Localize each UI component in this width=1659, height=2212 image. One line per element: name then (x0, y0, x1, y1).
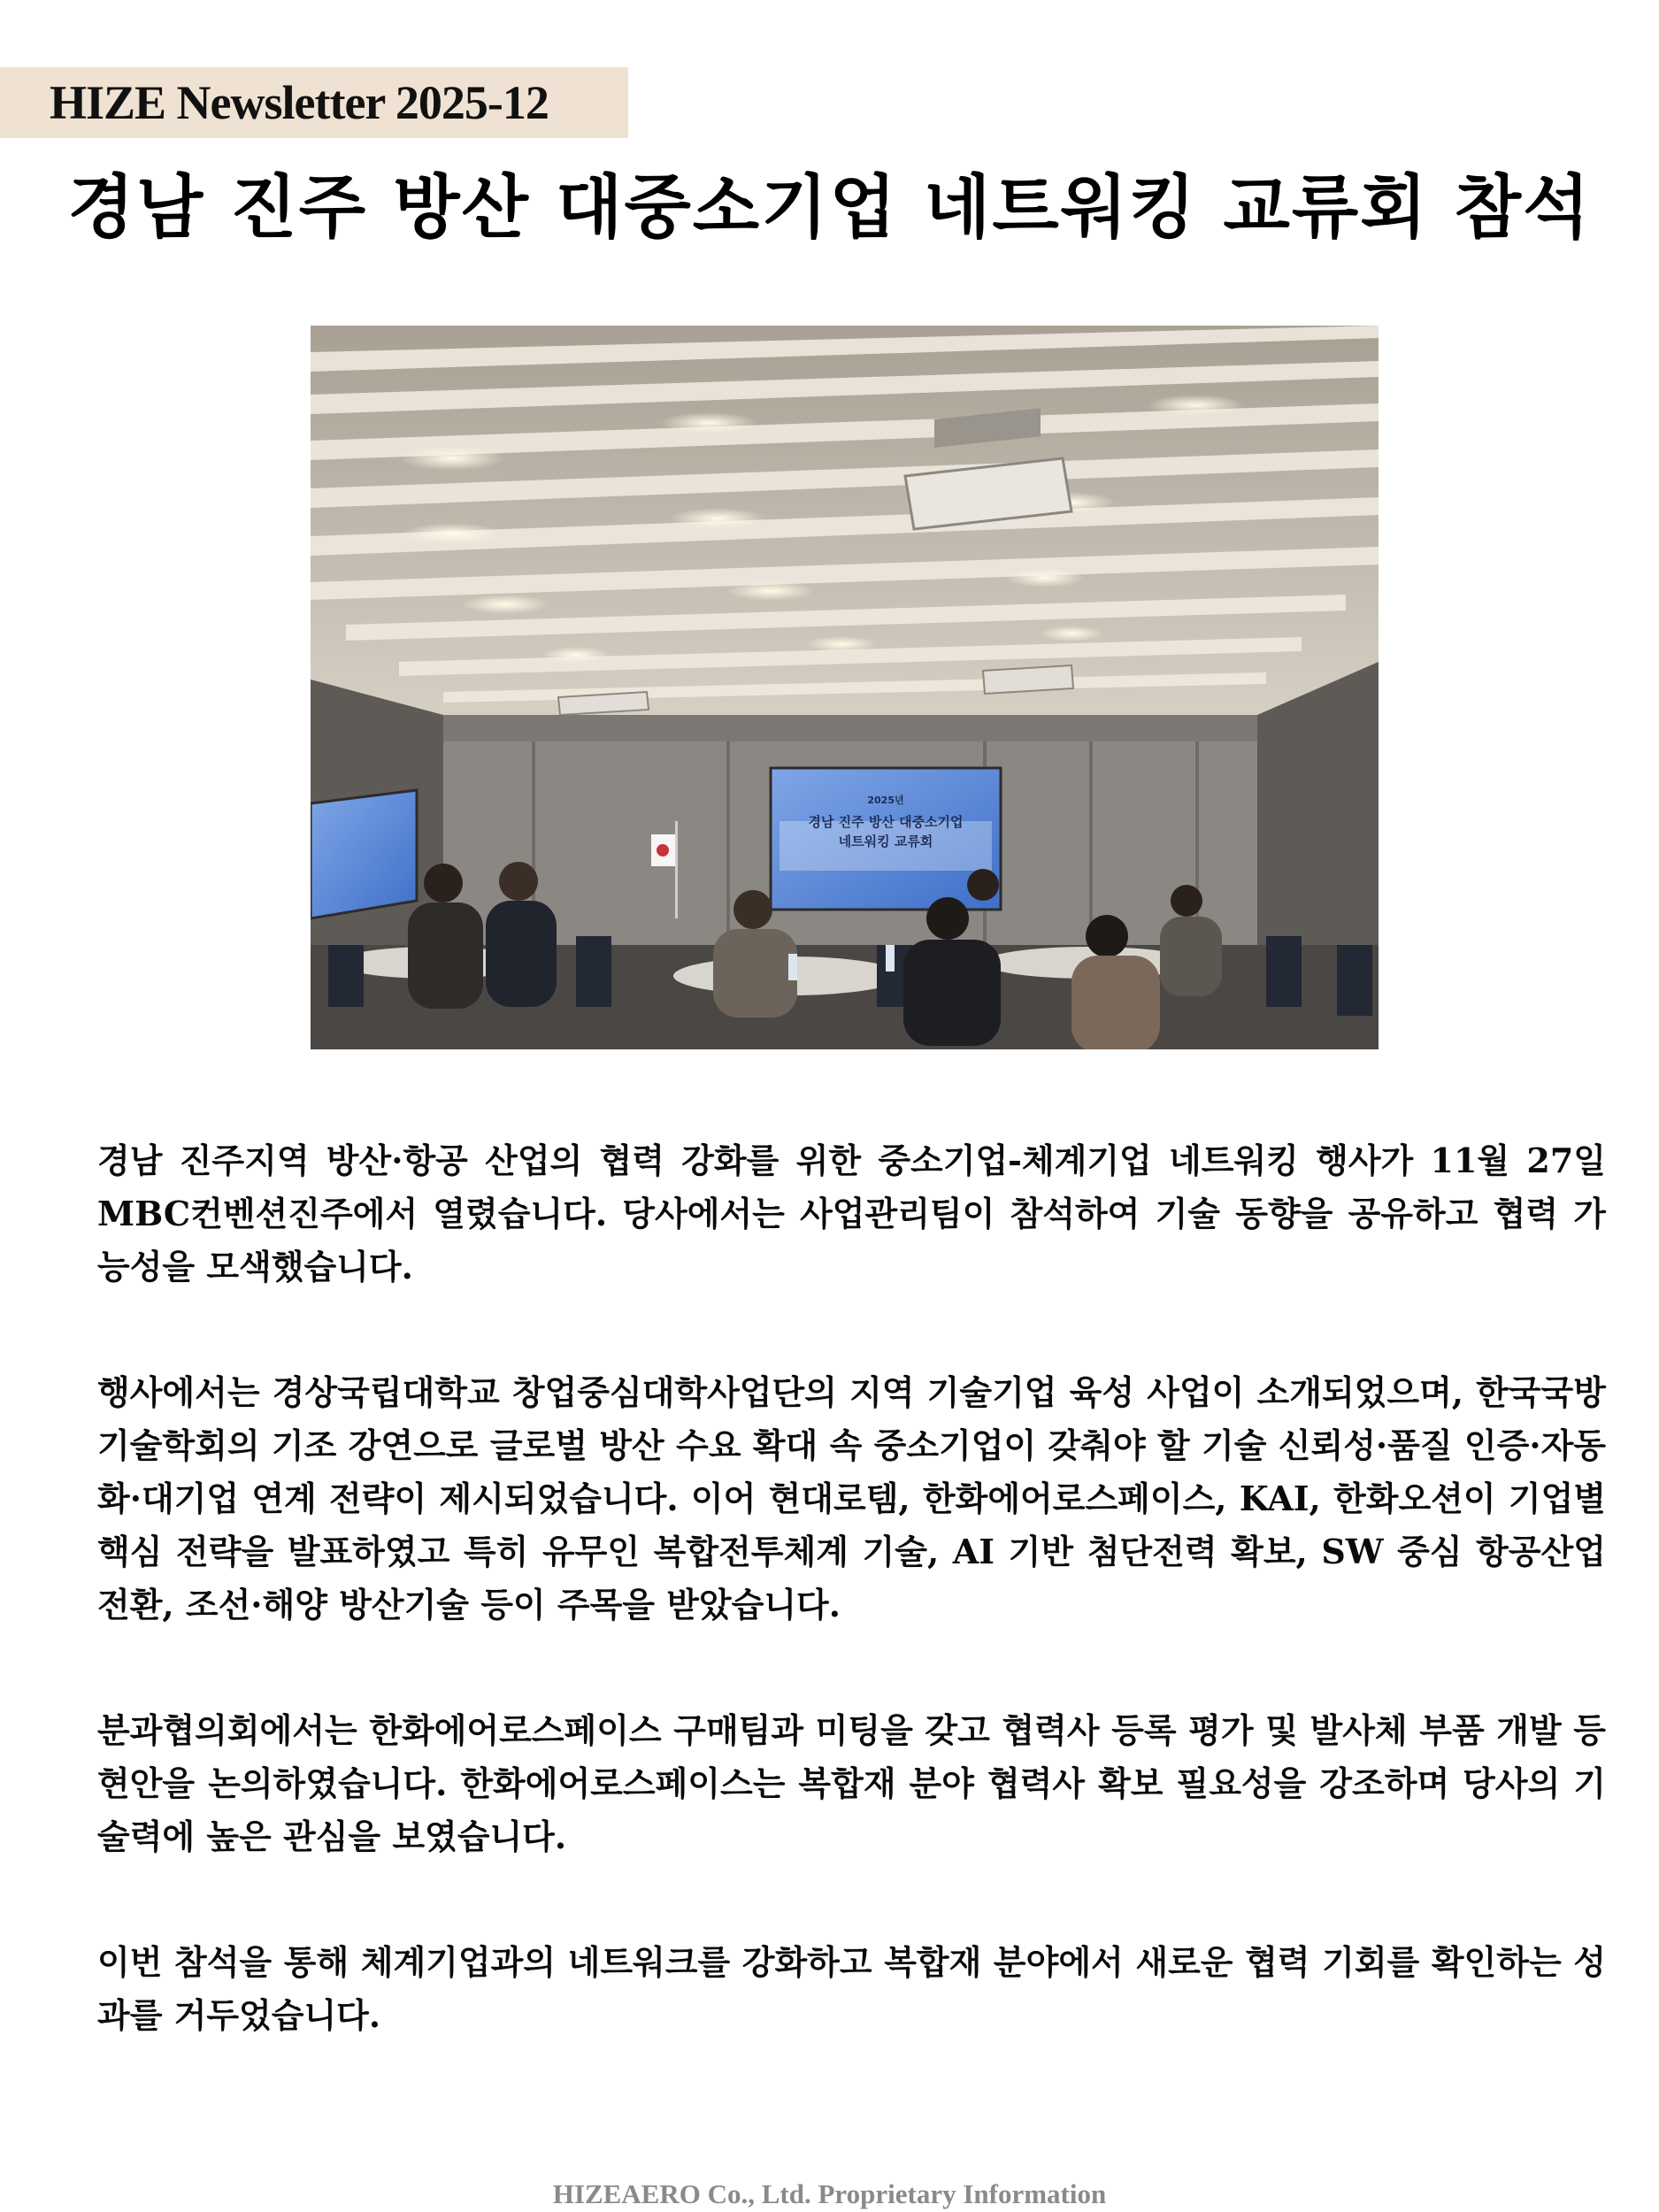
article-paragraph: 행사에서는 경상국립대학교 창업중심대학사업단의 지역 기술기업 육성 사업이 소개되었으며, 한국국방기술학회의 기조 강연으로 글로벌 방산 수요 확대 속 중소기업이 갖춰야 할 기술 신뢰성·품질 인증·자동화·대기업 연계 전략이 제시되었습니다. 이어 현대로템, 한화에어로스페이스, KAI, 한화오션이 기업별 핵심 전략을 발표하였고 특히 유무인 복합전투체계 기술, AI 기반 첨단전력 확보, SW 중심 항공산업 전환, 조선·해양 방산기술 등이 주목을 받았습니다. (97, 1372, 1606, 1624)
screen-text-networking: 네트워킹 교류회 (838, 833, 933, 849)
screen-text-event: 경남 진주 방산 대중소기업 (808, 814, 964, 830)
article-paragraph: 경남 진주지역 방산·항공 산업의 협력 강화를 위한 중소기업-체계기업 네트워킹 행사가 11월 27일 MBC컨벤션진주에서 열렸습니다. 당사에서는 사업관리팀이 참석하여 기술 동향을 공유하고 협력 가능성을 모색했습니다. (97, 1141, 1606, 1286)
article-body (97, 1134, 1606, 2115)
newsletter-label: HIZE Newsletter 2025-12 (50, 76, 549, 129)
event-photo (311, 326, 1379, 1049)
screen-text-year: 2025년 (867, 795, 904, 806)
proprietary-footer: HIZEAERO Co., Ltd. Proprietary Information (552, 2178, 1107, 2209)
page-title: 경남 진주 방산 대중소기업 네트워킹 교류회 참석 (67, 168, 1592, 248)
article-paragraph: 분과협의회에서는 한화에어로스페이스 구매팀과 미팅을 갖고 협력사 등록 평가 및 발사체 부품 개발 등 현안을 논의하였습니다. 한화에어로스페이스는 복합재 분야 협력사 확보 필요성을 강조하며 당사의 기술력에 높은 관심을 보였습니다. (97, 1710, 1606, 1856)
event-photo-illustration (311, 326, 1379, 1049)
newsletter-label-banner (0, 67, 628, 138)
article-paragraph: 이번 참석을 통해 체계기업과의 네트워크를 강화하고 복합재 분야에서 새로운 협력 기회를 확인하는 성과를 거두었습니다. (97, 1942, 1606, 2035)
